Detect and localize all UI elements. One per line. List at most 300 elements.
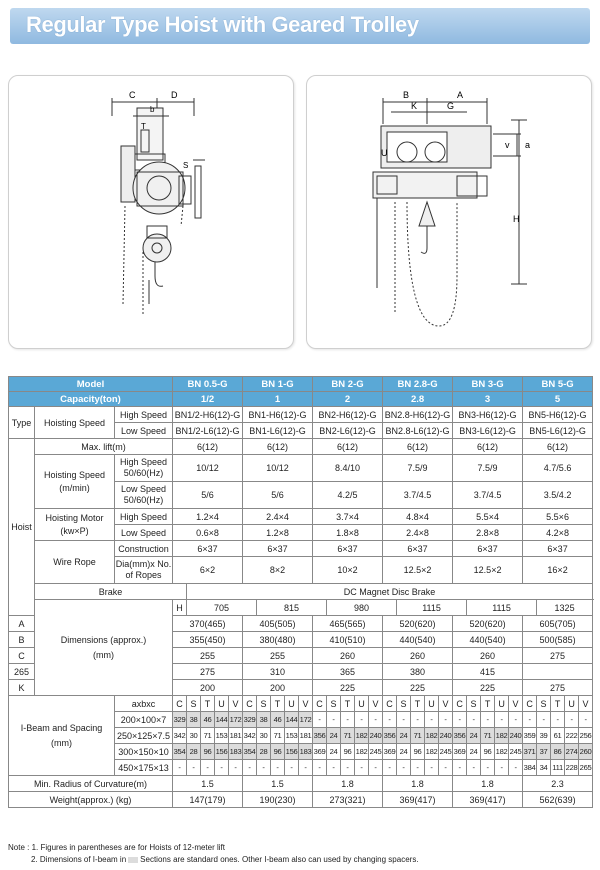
dim-cell: 275 [173, 664, 243, 680]
dim-cell: 500(585) [523, 632, 593, 648]
ibeam-cell: - [369, 712, 383, 728]
ibeam-cell: 86 [551, 744, 565, 760]
brake-value: DC Magnet Disc Brake [187, 584, 593, 600]
dim-key: 265 [9, 664, 35, 680]
weight-cell: 147(179) [173, 792, 243, 808]
ibeam-letter: S [257, 696, 271, 712]
speed-low-label: Low Speed 50/60(Hz) [115, 482, 173, 509]
ibeam-cell: 265 [579, 760, 593, 776]
construction-cell: 6×37 [383, 541, 453, 557]
ibeam-cell: - [173, 760, 187, 776]
ibeam-cell: - [313, 760, 327, 776]
capacity-label: Capacity(ton) [9, 392, 173, 407]
type-high-cell: BN5-H6(12)-G [523, 407, 593, 423]
ibeam-letter: C [523, 696, 537, 712]
speed-high-cell: 10/12 [173, 455, 243, 482]
ibeam-cell: - [383, 712, 397, 728]
ibeam-cell: 183 [229, 744, 243, 760]
dim-label-b: B [403, 90, 410, 100]
dim-key: A [9, 616, 35, 632]
ibeam-cell: 182 [355, 744, 369, 760]
type-low-cell: BN2.8-L6(12)-G [383, 423, 453, 439]
ibeam-cell: - [537, 712, 551, 728]
ibeam-cell: 260 [579, 744, 593, 760]
ibeam-cell: 30 [257, 728, 271, 744]
ibeam-label: I-Beam and Spacing (mm) [9, 696, 115, 776]
ibeam-size: 200×100×7 [115, 712, 173, 728]
ibeam-cell: 156 [285, 744, 299, 760]
weight-cell: 369(417) [383, 792, 453, 808]
capacity-row [9, 392, 593, 407]
ibeam-cell: 182 [495, 744, 509, 760]
speed-low-cell: 3.7/4.5 [383, 482, 453, 509]
max-lift-cell: 6(12) [243, 439, 313, 455]
type-high-cell: BN1-H6(12)-G [243, 407, 313, 423]
ibeam-cell: 256 [579, 728, 593, 744]
dia-cell: 6×2 [173, 557, 243, 584]
brake-label: Brake [35, 584, 187, 600]
ibeam-cell: - [313, 712, 327, 728]
ibeam-cell: 71 [411, 728, 425, 744]
weight-cell: 190(230) [243, 792, 313, 808]
ibeam-cell: - [467, 760, 481, 776]
motor-low-cell: 0.6×8 [173, 525, 243, 541]
dim-cell: 1325 [537, 600, 593, 616]
ibeam-cell: - [439, 760, 453, 776]
model-cell: BN 5-G [523, 377, 593, 392]
dim-cell: 370(465) [173, 616, 243, 632]
dim-label-d: D [171, 90, 178, 100]
motor-high-cell: 4.8×4 [383, 509, 453, 525]
dim-label-u: U [381, 148, 388, 158]
dim-cell: 200 [243, 680, 313, 696]
dia-cell: 12.5×2 [383, 557, 453, 584]
ibeam-cell: - [369, 760, 383, 776]
shade-swatch [128, 857, 138, 863]
ibeam-cell: - [341, 760, 355, 776]
dim-cell: 1115 [397, 600, 467, 616]
ibeam-letter: T [271, 696, 285, 712]
ibeam-size: 300×150×10 [115, 744, 173, 760]
ibeam-cell: - [229, 760, 243, 776]
max-lift-cell: 6(12) [313, 439, 383, 455]
ibeam-letter: C [173, 696, 187, 712]
ibeam-cell: - [411, 712, 425, 728]
ibeam-letter: S [537, 696, 551, 712]
ibeam-cell: 71 [481, 728, 495, 744]
ibeam-cell: - [187, 760, 201, 776]
ibeam-cell: - [257, 760, 271, 776]
ibeam-letter: U [355, 696, 369, 712]
dim-cell: 260 [313, 648, 383, 664]
speed-label: Hoisting Speed (m/min) [35, 455, 115, 509]
dim-cell [523, 664, 593, 680]
type-high-cell: BN1/2-H6(12)-G [173, 407, 243, 423]
construction-label: Construction [115, 541, 173, 557]
ibeam-cell: 245 [439, 744, 453, 760]
ibeam-cell: 96 [411, 744, 425, 760]
dim-key: H [173, 600, 187, 616]
construction-row [9, 541, 593, 557]
motor-low-label: Low Speed [115, 525, 173, 541]
ibeam-letter: V [229, 696, 243, 712]
ibeam-cell: 384 [523, 760, 537, 776]
dim-key: C [9, 648, 35, 664]
ibeam-cell: 356 [453, 728, 467, 744]
motor-label: Hoisting Motor (kw×P) [35, 509, 115, 541]
ibeam-cell: 329 [173, 712, 187, 728]
ibeam-cell: - [453, 760, 467, 776]
model-row [9, 377, 593, 392]
type-high-label: High Speed [115, 407, 173, 423]
hoist-label: Hoist [9, 439, 35, 616]
model-cell: BN 2.8-G [383, 377, 453, 392]
ibeam-cell: 39 [537, 728, 551, 744]
radius-cell: 1.8 [453, 776, 523, 792]
speed-low-cell: 4.2/5 [313, 482, 383, 509]
ibeam-cell: 46 [271, 712, 285, 728]
ibeam-cell: - [243, 760, 257, 776]
radius-label: Min. Radius of Curvature(m) [9, 776, 173, 792]
ibeam-cell: 28 [257, 744, 271, 760]
ibeam-cell: 274 [565, 744, 579, 760]
type-high-cell: BN3-H6(12)-G [453, 407, 523, 423]
motor-high-cell: 2.4×4 [243, 509, 313, 525]
ibeam-cell: 96 [271, 744, 285, 760]
ibeam-cell: - [439, 712, 453, 728]
note-1: Note : 1. Figures in parentheses are for Hoists of 12-meter lift [8, 843, 225, 852]
radius-cell: 1.8 [383, 776, 453, 792]
speed-high-cell: 8.4/10 [313, 455, 383, 482]
ibeam-cell: - [397, 712, 411, 728]
ibeam-cell: 369 [383, 744, 397, 760]
capacity-cell: 2 [313, 392, 383, 407]
construction-cell: 6×37 [173, 541, 243, 557]
dia-cell: 16×2 [523, 557, 593, 584]
dim-cell: 255 [243, 648, 313, 664]
model-cell: BN 2-G [313, 377, 383, 392]
type-label: Type [9, 407, 35, 439]
ibeam-cell: 71 [271, 728, 285, 744]
type-low-cell: BN3-L6(12)-G [453, 423, 523, 439]
speed-high-row [9, 455, 593, 482]
ibeam-cell: 24 [397, 728, 411, 744]
ibeam-size: 450×175×13 [115, 760, 173, 776]
motor-low-cell: 2.4×8 [383, 525, 453, 541]
type-low-cell: BN5-L6(12)-G [523, 423, 593, 439]
model-cell: BN 1-G [243, 377, 313, 392]
radius-cell: 1.8 [313, 776, 383, 792]
ibeam-cell: 144 [215, 712, 229, 728]
motor-high-cell: 1.2×4 [173, 509, 243, 525]
dim-cell: 405(505) [243, 616, 313, 632]
dim-cell: 225 [313, 680, 383, 696]
note-2b: Sections are standard ones. Other I-beam also can used by changing spacers. [140, 855, 419, 864]
ibeam-letter: T [551, 696, 565, 712]
ibeam-cell: - [509, 760, 523, 776]
ibeam-cell: - [523, 712, 537, 728]
dim-cell: 440(540) [383, 632, 453, 648]
dim-cell: 260 [383, 648, 453, 664]
weight-label: Weight(approx.) (kg) [9, 792, 173, 808]
ibeam-cell: - [481, 760, 495, 776]
weight-cell: 369(417) [453, 792, 523, 808]
ibeam-cell: - [565, 712, 579, 728]
max-lift-label: Max. lift(m) [35, 439, 173, 455]
radius-cell: 1.5 [243, 776, 313, 792]
ibeam-cell: 172 [299, 712, 313, 728]
dim-cell: 1115 [467, 600, 537, 616]
dim-cell: 465(565) [313, 616, 383, 632]
dim-cell: 605(705) [523, 616, 593, 632]
ibeam-cell: - [467, 712, 481, 728]
ibeam-cell: 24 [397, 744, 411, 760]
weight-row [9, 792, 593, 808]
ibeam-cell: 182 [425, 728, 439, 744]
max-lift-cell: 6(12) [523, 439, 593, 455]
ibeam-cell: 342 [173, 728, 187, 744]
ibeam-cell: 96 [201, 744, 215, 760]
capacity-cell: 1 [243, 392, 313, 407]
dim-cell: 355(450) [173, 632, 243, 648]
ibeam-cell: 28 [187, 744, 201, 760]
ibeam-cell: - [271, 760, 285, 776]
dim-label-b: b [150, 105, 155, 114]
dim-cell: 225 [383, 680, 453, 696]
ibeam-letter: C [313, 696, 327, 712]
speed-low-cell: 5/6 [173, 482, 243, 509]
ibeam-letter: U [565, 696, 579, 712]
dim-cell: 415 [453, 664, 523, 680]
dim-cell: 440(540) [453, 632, 523, 648]
page-title: Regular Type Hoist with Geared Trolley [26, 12, 419, 37]
ibeam-cell: 369 [453, 744, 467, 760]
dim-cell: 225 [453, 680, 523, 696]
ibeam-cell: 182 [355, 728, 369, 744]
ibeam-cell: 183 [299, 744, 313, 760]
side-view-diagram [9, 76, 293, 348]
ibeam-cell: 37 [537, 744, 551, 760]
notes [8, 842, 419, 866]
ibeam-cell: - [411, 760, 425, 776]
ibeam-letter: U [215, 696, 229, 712]
type-low-cell: BN2-L6(12)-G [313, 423, 383, 439]
ibeam-cell: 240 [439, 728, 453, 744]
dim-label-t: T [141, 122, 146, 131]
ibeam-cell: - [509, 712, 523, 728]
motor-high-label: High Speed [115, 509, 173, 525]
dim-cell: 200 [173, 680, 243, 696]
ibeam-axbxc: axbxc [115, 696, 173, 712]
motor-high-cell: 3.7×4 [313, 509, 383, 525]
ibeam-cell: 38 [187, 712, 201, 728]
ibeam-cell: - [551, 712, 565, 728]
ibeam-cell: - [453, 712, 467, 728]
dim-key: K [9, 680, 35, 696]
motor-low-cell: 2.8×8 [453, 525, 523, 541]
speed-low-cell: 3.5/4.2 [523, 482, 593, 509]
capacity-cell: 2.8 [383, 392, 453, 407]
ibeam-cell: 182 [495, 728, 509, 744]
speed-high-label: High Speed 50/60(Hz) [115, 455, 173, 482]
ibeam-letter: U [425, 696, 439, 712]
ibeam-letter: U [495, 696, 509, 712]
capacity-cell: 5 [523, 392, 593, 407]
dim-cell: 275 [523, 648, 593, 664]
ibeam-cell: 153 [215, 728, 229, 744]
motor-high-row [9, 509, 593, 525]
radius-row [9, 776, 593, 792]
construction-cell: 6×37 [243, 541, 313, 557]
ibeam-letter: T [341, 696, 355, 712]
ibeam-letter: U [285, 696, 299, 712]
ibeam-cell: 24 [467, 744, 481, 760]
ibeam-cell: 356 [383, 728, 397, 744]
dim-cell: 980 [327, 600, 397, 616]
ibeam-cell: - [299, 760, 313, 776]
dim-cell: 275 [523, 680, 593, 696]
max-lift-cell: 6(12) [453, 439, 523, 455]
ibeam-cell: - [383, 760, 397, 776]
front-view-diagram [307, 76, 591, 348]
dia-cell: 12.5×2 [453, 557, 523, 584]
ibeam-cell: - [481, 712, 495, 728]
weight-cell: 562(639) [523, 792, 593, 808]
dia-cell: 10×2 [313, 557, 383, 584]
ibeam-letter: S [467, 696, 481, 712]
capacity-cell: 1/2 [173, 392, 243, 407]
speed-low-cell: 3.7/4.5 [453, 482, 523, 509]
ibeam-cell: 354 [243, 744, 257, 760]
ibeam-cell: 240 [509, 728, 523, 744]
ibeam-cell: 96 [341, 744, 355, 760]
ibeam-cell: - [425, 760, 439, 776]
model-cell: BN 0.5-G [173, 377, 243, 392]
dim-cell: 520(620) [453, 616, 523, 632]
radius-cell: 2.3 [523, 776, 593, 792]
ibeam-cell: 359 [523, 728, 537, 744]
ibeam-letter: S [187, 696, 201, 712]
construction-cell: 6×37 [313, 541, 383, 557]
ibeam-cell: - [495, 712, 509, 728]
ibeam-letter: V [299, 696, 313, 712]
ibeam-cell: - [201, 760, 215, 776]
speed-high-cell: 7.5/9 [453, 455, 523, 482]
type-high-cell: BN2.8-H6(12)-G [383, 407, 453, 423]
capacity-cell: 3 [453, 392, 523, 407]
ibeam-cell: 182 [425, 744, 439, 760]
note-2a: 2. Dimensions of I-beam in [31, 855, 127, 864]
ibeam-cell: 156 [215, 744, 229, 760]
motor-low-cell: 4.2×8 [523, 525, 593, 541]
ibeam-cell: 356 [313, 728, 327, 744]
ibeam-cell: 30 [187, 728, 201, 744]
ibeam-cell: 71 [341, 728, 355, 744]
ibeam-cell: 354 [173, 744, 187, 760]
ibeam-letter: V [369, 696, 383, 712]
ibeam-letter: T [481, 696, 495, 712]
ibeam-letter: V [579, 696, 593, 712]
speed-high-cell: 7.5/9 [383, 455, 453, 482]
ibeam-cell: - [355, 760, 369, 776]
ibeam-cell: - [285, 760, 299, 776]
speed-high-cell: 10/12 [243, 455, 313, 482]
ibeam-cell: 172 [229, 712, 243, 728]
ibeam-letter: T [201, 696, 215, 712]
dim-cell: 380(480) [243, 632, 313, 648]
title-banner [10, 8, 590, 44]
model-cell: BN 3-G [453, 377, 523, 392]
ibeam-letters-row [9, 696, 593, 712]
ibeam-cell: 96 [481, 744, 495, 760]
ibeam-cell: 34 [537, 760, 551, 776]
dim-label-k: K [411, 101, 418, 111]
dim-key: B [9, 632, 35, 648]
ibeam-cell: 228 [565, 760, 579, 776]
radius-cell: 1.5 [173, 776, 243, 792]
side-view-diagram-panel [8, 75, 294, 349]
model-label: Model [9, 377, 173, 392]
ibeam-cell: 144 [285, 712, 299, 728]
ibeam-cell: 240 [369, 728, 383, 744]
type-hoisting-speed-label: Hoisting Speed [35, 407, 115, 439]
ibeam-cell: 369 [313, 744, 327, 760]
dim-label-s: S [183, 161, 189, 170]
ibeam-cell: 181 [299, 728, 313, 744]
speed-high-cell: 4.7/5.6 [523, 455, 593, 482]
type-low-cell: BN1-L6(12)-G [243, 423, 313, 439]
dim-label-h: H [513, 214, 520, 224]
ibeam-cell: - [327, 712, 341, 728]
ibeam-cell: 245 [509, 744, 523, 760]
ibeam-letter: S [327, 696, 341, 712]
front-view-diagram-panel [306, 75, 592, 349]
motor-low-cell: 1.8×8 [313, 525, 383, 541]
dim-cell: 815 [257, 600, 327, 616]
ibeam-cell: 342 [243, 728, 257, 744]
max-lift-cell: 6(12) [173, 439, 243, 455]
ibeam-cell: 245 [369, 744, 383, 760]
speed-low-cell: 5/6 [243, 482, 313, 509]
type-high-cell: BN2-H6(12)-G [313, 407, 383, 423]
ibeam-cell: - [579, 712, 593, 728]
dia-cell: 8×2 [243, 557, 313, 584]
ibeam-cell: - [425, 712, 439, 728]
weight-cell: 273(321) [313, 792, 383, 808]
construction-cell: 6×37 [453, 541, 523, 557]
dim-label-a: A [457, 90, 464, 100]
dim-cell: 255 [173, 648, 243, 664]
ibeam-cell: 181 [229, 728, 243, 744]
dim-label-a-small: a [525, 140, 531, 150]
motor-high-cell: 5.5×6 [523, 509, 593, 525]
ibeam-cell: 222 [565, 728, 579, 744]
ibeam-cell: 24 [327, 728, 341, 744]
dim-cell: 380 [383, 664, 453, 680]
type-high-row [9, 407, 593, 423]
brake-row [9, 584, 593, 600]
ibeam-cell: - [495, 760, 509, 776]
motor-high-cell: 5.5×4 [453, 509, 523, 525]
dim-label-v: v [505, 140, 510, 150]
dim-cell: 365 [313, 664, 383, 680]
spec-table [8, 376, 593, 808]
wire-rope-label: Wire Rope [35, 541, 115, 584]
dim-cell: 260 [453, 648, 523, 664]
ibeam-cell: 371 [523, 744, 537, 760]
ibeam-cell: 329 [243, 712, 257, 728]
dim-cell: 310 [243, 664, 313, 680]
